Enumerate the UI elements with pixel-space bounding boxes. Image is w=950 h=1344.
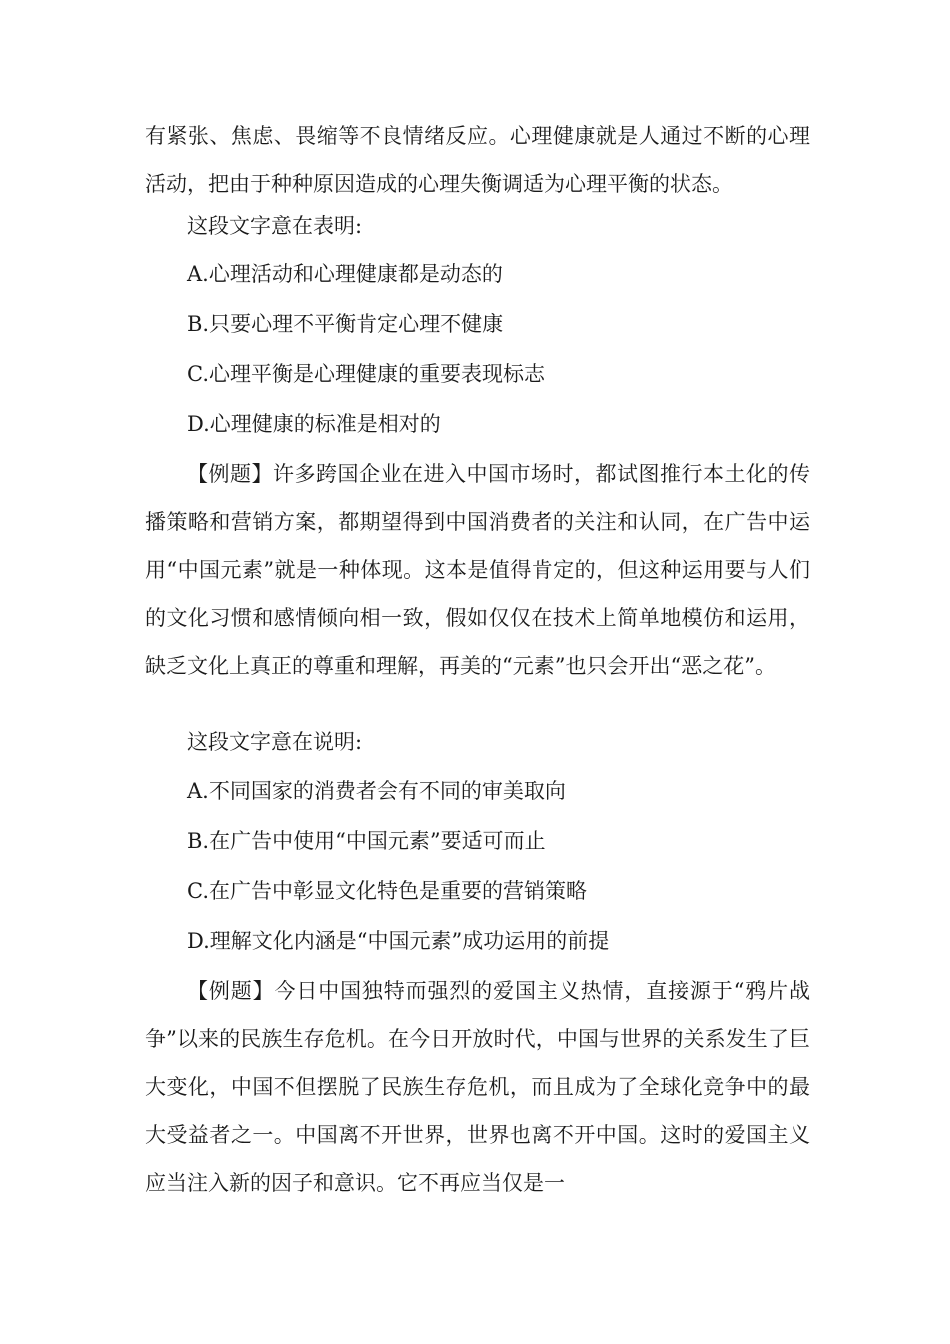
question-2-option-d: D.理解文化内涵是“中国元素”成功运用的前提	[187, 929, 610, 953]
question-1-option-b: B.只要心理不平衡肯定心理不健康	[187, 312, 504, 336]
passage-1-continuation: 有紧张、焦虑、畏缩等不良情绪反应。心理健康就是人通过不断的心理活动，把由于种种原因造成的心理失衡调适为心理平衡的状态。	[145, 124, 810, 196]
question-2-option-a: A.不同国家的消费者会有不同的审美取向	[187, 779, 566, 803]
question-1-prompt: 这段文字意在表明:	[187, 214, 363, 238]
question-2-prompt: 这段文字意在说明:	[187, 730, 363, 754]
question-1-option-c: C.心理平衡是心理健康的重要表现标志	[187, 362, 545, 386]
question-1-option-d: D.心理健康的标准是相对的	[187, 412, 441, 436]
question-2-option-c: C.在广告中彰显文化特色是重要的营销策略	[187, 879, 587, 903]
question-1-option-a: A.心理活动和心理健康都是动态的	[187, 262, 503, 286]
example-3-passage: 【例题】今日中国独特而强烈的爱国主义热情，直接源于“鸦片战争”以来的民族生存危机。在今日开放时代，中国与世界的关系发生了巨大变化，中国不但摆脱了民族生存危机，而且成为了全球化竞争中的最大受益者之一。中国离不开世界，世界也离不开中国。这时的爱国主义应当注入新的因子和意识。它不再应当仅是一	[145, 979, 810, 1195]
question-2-option-b: B.在广告中使用“中国元素”要适可而止	[187, 829, 546, 853]
example-2-passage: 【例题】许多跨国企业在进入中国市场时，都试图推行本土化的传播策略和营销方案，都期望得到中国消费者的关注和认同，在广告中运用“中国元素”就是一种体现。这本是值得肯定的，但这种运用要与人们的文化习惯和感情倾向相一致，假如仅仅在技术上简单地模仿和运用，缺乏文化上真正的尊重和理解，再美的“元素”也只会开出“恶之花”。	[145, 462, 810, 678]
